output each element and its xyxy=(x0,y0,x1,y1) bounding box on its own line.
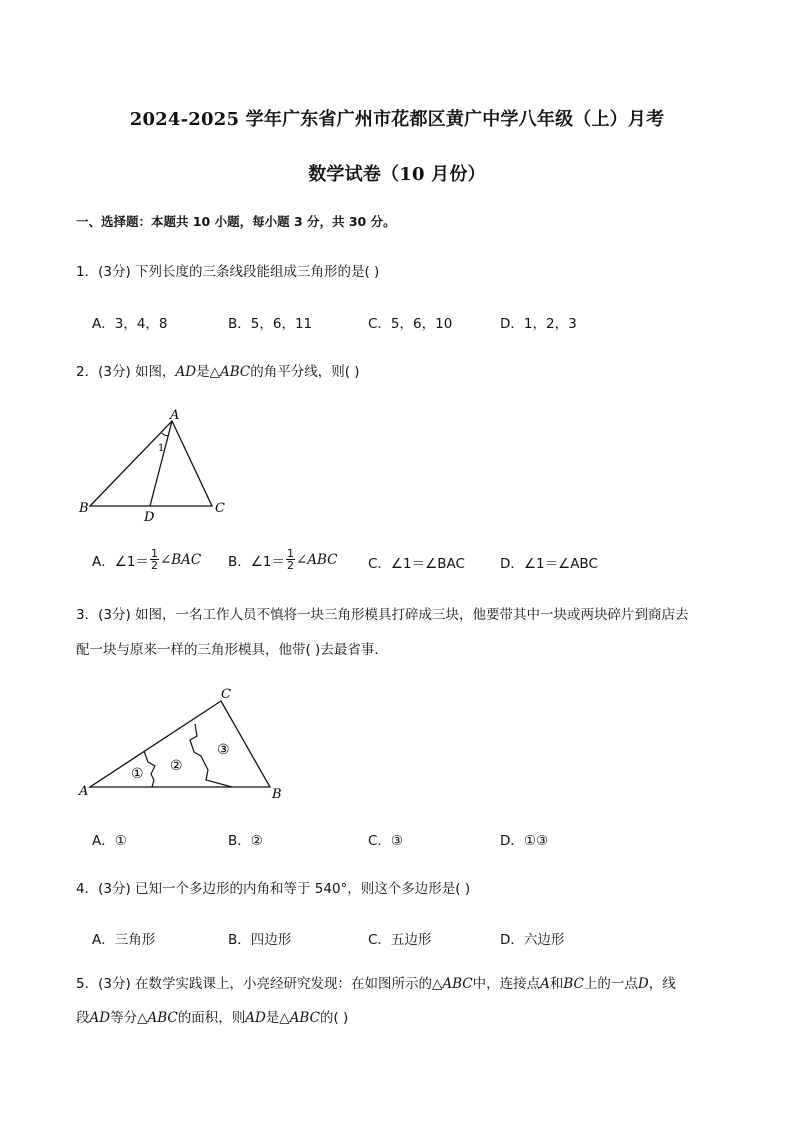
fraction-denominator: 2 xyxy=(150,559,158,572)
page-title: 2024-2025 学年广东省广州市花都区黄广中学八年级（上）月考 xyxy=(129,109,665,130)
q5-and: 和 xyxy=(549,976,564,992)
q3-option-a: A．① xyxy=(92,833,127,849)
q1-option-c: C．5，6，10 xyxy=(368,316,453,332)
question-5-line-1 xyxy=(76,972,676,992)
q5-point-d: D xyxy=(637,976,649,992)
q4-option-d: D．六边形 xyxy=(500,932,565,948)
q2-option-d: D．∠1＝∠ABC xyxy=(500,556,598,572)
q1-option-b: B．5，6，11 xyxy=(228,316,313,332)
q5-abc-3: ABC xyxy=(289,1010,320,1026)
q5-line2-mid3: 是△ xyxy=(265,1010,290,1026)
q5-line1-mid2: 上的一点 xyxy=(583,976,638,992)
q2-ad: AD xyxy=(175,364,197,380)
q2-triangle-figure xyxy=(74,403,234,525)
question-3-line-1: 3．(3分) 如图，一名工作人员不慎将一块三角形模具打碎成三块，他要带其中一块或两块碎片到商店去 xyxy=(76,607,689,623)
q5-line2-mid: 等分△ xyxy=(110,1010,148,1026)
q3-label-c: C xyxy=(221,687,231,702)
question-3-line-2: 配一块与原来一样的三角形模具，他带( )去最省事． xyxy=(76,642,388,658)
q2-suffix: 的角平分线，则( ) xyxy=(250,364,360,380)
q3-option-d: D．①③ xyxy=(500,833,549,849)
q3-label-a: A xyxy=(79,784,89,799)
q3-piece-3-label: ③ xyxy=(217,742,230,758)
q5-line1-suffix: ，线 xyxy=(648,976,676,992)
q2-option-b-prefix: B．∠1＝ xyxy=(228,553,285,570)
fraction-numerator: 1 xyxy=(150,547,158,560)
q3-broken-triangle-figure xyxy=(74,684,294,806)
q3-piece-1-label: ① xyxy=(131,766,144,782)
q2-mid: 是△ xyxy=(196,364,220,380)
question-4-text: 4．(3分) 已知一个多边形的内角和等于 540°，则这个多边形是( ) xyxy=(76,881,471,897)
question-2-text xyxy=(76,360,360,380)
q2-option-a-fraction xyxy=(150,548,159,571)
q2-label-c: C xyxy=(215,501,225,516)
q5-ad: AD xyxy=(89,1010,111,1026)
q2-option-b-fraction xyxy=(286,548,295,571)
q2-option-c: C．∠1＝∠BAC xyxy=(368,556,465,572)
q2-option-b-angle: ∠ABC xyxy=(295,551,338,568)
q3-option-c: C．③ xyxy=(368,833,404,849)
q5-bc: BC xyxy=(563,976,584,992)
q3-option-b: B．② xyxy=(228,833,263,849)
q2-option-a-angle: ∠BAC xyxy=(159,551,202,568)
q2-label-angle-1: 1 xyxy=(158,443,165,454)
q2-option-b xyxy=(228,548,338,571)
section-heading: 一、选择题：本题共 10 小题，每小题 3 分，共 30 分。 xyxy=(76,214,396,229)
q5-line2-mid2: 的面积，则 xyxy=(177,1010,246,1026)
page-subtitle: 数学试卷（10 月份） xyxy=(308,164,486,185)
q4-option-b: B．四边形 xyxy=(228,932,292,948)
question-1-text: 1．(3分) 下列长度的三条线段能组成三角形的是( ) xyxy=(76,264,380,280)
question-5-line-2 xyxy=(76,1006,348,1026)
q2-label-b: B xyxy=(79,501,89,516)
q1-option-a: A．3，4，8 xyxy=(92,316,168,332)
fraction-denominator: 2 xyxy=(286,559,294,572)
q5-line1-mid: 中，连接点 xyxy=(472,976,541,992)
q4-option-a: A．三角形 xyxy=(92,932,156,948)
q4-option-c: C．五边形 xyxy=(368,932,432,948)
q2-abc: ABC xyxy=(219,364,251,380)
q2-prefix: 2．(3分) 如图， xyxy=(76,364,176,380)
q2-label-d: D xyxy=(144,510,155,525)
q5-line2-prefix: 段 xyxy=(76,1010,90,1026)
q3-piece-2-label: ② xyxy=(170,758,183,774)
q5-line2-suffix: 的( ) xyxy=(319,1010,349,1026)
q5-abc-2: ABC xyxy=(147,1010,178,1026)
q2-option-a-prefix: A．∠1＝ xyxy=(92,553,149,570)
q5-point-a: A xyxy=(540,976,550,992)
q1-option-d: D．1，2，3 xyxy=(500,316,577,332)
q5-ad-2: AD xyxy=(245,1010,266,1026)
q2-option-a xyxy=(92,548,201,571)
q5-line1-prefix: 5．(3分) 在数学实践课上，小亮经研究发现：在如图所示的△ xyxy=(76,976,443,992)
q2-label-a: A xyxy=(170,408,180,423)
fraction-numerator: 1 xyxy=(286,547,294,560)
q3-label-b: B xyxy=(272,787,282,802)
q5-abc: ABC xyxy=(442,976,473,992)
